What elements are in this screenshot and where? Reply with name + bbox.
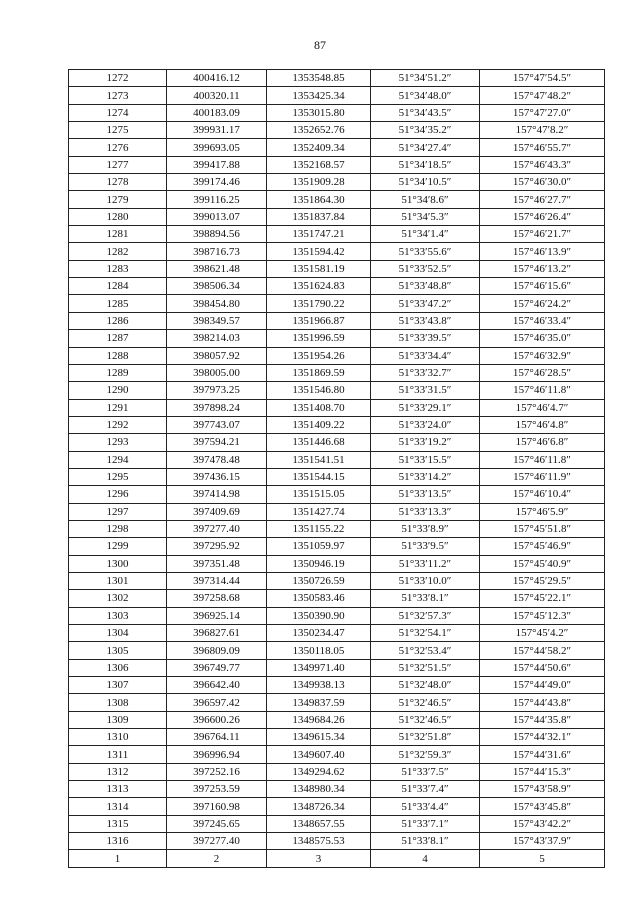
table-row	[69, 156, 605, 173]
table-row	[69, 815, 605, 832]
column-number-5: 5	[480, 850, 605, 868]
x-coordinate-cell: 397295.92	[167, 538, 267, 555]
y-coordinate-cell: 1349607.40	[267, 746, 371, 763]
point-number-cell: 1314	[69, 798, 167, 815]
longitude-cell: 157°46′30.0″	[480, 174, 605, 191]
y-coordinate-cell: 1348726.34	[267, 798, 371, 815]
latitude-cell: 51°33′4.4″	[371, 798, 480, 815]
longitude-cell: 157°46′4.7″	[480, 399, 605, 416]
latitude-cell: 51°33′15.5″	[371, 451, 480, 468]
longitude-cell: 157°46′55.7″	[480, 139, 605, 156]
x-coordinate-cell: 399174.46	[167, 174, 267, 191]
longitude-cell: 157°45′22.1″	[480, 590, 605, 607]
table-row	[69, 139, 605, 156]
point-number-cell: 1306	[69, 659, 167, 676]
table-row	[69, 451, 605, 468]
table-row	[69, 434, 605, 451]
latitude-cell: 51°34′8.6″	[371, 191, 480, 208]
point-number-cell: 1287	[69, 330, 167, 347]
point-number-cell: 1304	[69, 625, 167, 642]
table-row	[69, 416, 605, 433]
x-coordinate-cell: 400183.09	[167, 104, 267, 121]
latitude-cell: 51°33′9.5″	[371, 538, 480, 555]
y-coordinate-cell: 1351544.15	[267, 468, 371, 485]
point-number-cell: 1315	[69, 815, 167, 832]
table-row	[69, 364, 605, 381]
table-row	[69, 87, 605, 104]
longitude-cell: 157°46′13.2″	[480, 260, 605, 277]
longitude-cell: 157°46′13.9″	[480, 243, 605, 260]
longitude-cell: 157°46′26.4″	[480, 208, 605, 225]
point-number-cell: 1285	[69, 295, 167, 312]
table-row	[69, 520, 605, 537]
table-row	[69, 729, 605, 746]
x-coordinate-cell: 400320.11	[167, 87, 267, 104]
x-coordinate-cell: 397594.21	[167, 434, 267, 451]
point-number-cell: 1307	[69, 677, 167, 694]
coordinates-table	[68, 69, 605, 868]
y-coordinate-cell: 1350726.59	[267, 572, 371, 589]
point-number-cell: 1301	[69, 572, 167, 589]
latitude-cell: 51°32′53.4″	[371, 642, 480, 659]
x-coordinate-cell: 399417.88	[167, 156, 267, 173]
point-number-cell: 1273	[69, 87, 167, 104]
x-coordinate-cell: 399013.07	[167, 208, 267, 225]
longitude-cell: 157°44′43.8″	[480, 694, 605, 711]
latitude-cell: 51°33′34.4″	[371, 347, 480, 364]
table-row	[69, 503, 605, 520]
table-row	[69, 208, 605, 225]
point-number-cell: 1279	[69, 191, 167, 208]
y-coordinate-cell: 1351541.51	[267, 451, 371, 468]
table-row	[69, 711, 605, 728]
x-coordinate-cell: 396925.14	[167, 607, 267, 624]
x-coordinate-cell: 397277.40	[167, 520, 267, 537]
point-number-cell: 1276	[69, 139, 167, 156]
longitude-cell: 157°44′50.6″	[480, 659, 605, 676]
latitude-cell: 51°34′5.3″	[371, 208, 480, 225]
latitude-cell: 51°34′51.2″	[371, 70, 480, 87]
table-row	[69, 694, 605, 711]
table-row	[69, 226, 605, 243]
longitude-cell: 157°45′51.8″	[480, 520, 605, 537]
point-number-cell: 1291	[69, 399, 167, 416]
latitude-cell: 51°32′46.5″	[371, 694, 480, 711]
y-coordinate-cell: 1352409.34	[267, 139, 371, 156]
point-number-cell: 1289	[69, 364, 167, 381]
y-coordinate-cell: 1351581.19	[267, 260, 371, 277]
latitude-cell: 51°32′51.8″	[371, 729, 480, 746]
table-row	[69, 70, 605, 87]
column-number-4: 4	[371, 850, 480, 868]
point-number-cell: 1272	[69, 70, 167, 87]
x-coordinate-cell: 397245.65	[167, 815, 267, 832]
point-number-cell: 1302	[69, 590, 167, 607]
x-coordinate-cell: 398057.92	[167, 347, 267, 364]
table-row	[69, 590, 605, 607]
latitude-cell: 51°33′11.2″	[371, 555, 480, 572]
latitude-cell: 51°33′48.8″	[371, 278, 480, 295]
table-row	[69, 555, 605, 572]
latitude-cell: 51°33′13.3″	[371, 503, 480, 520]
table-row	[69, 642, 605, 659]
latitude-cell: 51°33′14.2″	[371, 468, 480, 485]
table-row	[69, 781, 605, 798]
latitude-cell: 51°33′29.1″	[371, 399, 480, 416]
table-row	[69, 625, 605, 642]
y-coordinate-cell: 1350234.47	[267, 625, 371, 642]
longitude-cell: 157°46′24.2″	[480, 295, 605, 312]
x-coordinate-cell: 399116.25	[167, 191, 267, 208]
y-coordinate-cell: 1349684.26	[267, 711, 371, 728]
x-coordinate-cell: 396600.26	[167, 711, 267, 728]
latitude-cell: 51°32′48.0″	[371, 677, 480, 694]
latitude-cell: 51°33′8.1″	[371, 590, 480, 607]
latitude-cell: 51°33′8.1″	[371, 833, 480, 850]
latitude-cell: 51°33′7.5″	[371, 763, 480, 780]
point-number-cell: 1311	[69, 746, 167, 763]
table-row	[69, 659, 605, 676]
y-coordinate-cell: 1351546.80	[267, 382, 371, 399]
table-row	[69, 260, 605, 277]
latitude-cell: 51°33′24.0″	[371, 416, 480, 433]
table-row	[69, 399, 605, 416]
x-coordinate-cell: 398506.34	[167, 278, 267, 295]
longitude-cell: 157°46′10.4″	[480, 486, 605, 503]
table-row	[69, 468, 605, 485]
point-number-cell: 1309	[69, 711, 167, 728]
y-coordinate-cell: 1351427.74	[267, 503, 371, 520]
x-coordinate-cell: 397252.16	[167, 763, 267, 780]
y-coordinate-cell: 1349971.40	[267, 659, 371, 676]
longitude-cell: 157°46′32.9″	[480, 347, 605, 364]
longitude-cell: 157°44′32.1″	[480, 729, 605, 746]
point-number-cell: 1305	[69, 642, 167, 659]
longitude-cell: 157°46′27.7″	[480, 191, 605, 208]
latitude-cell: 51°33′8.9″	[371, 520, 480, 537]
longitude-cell: 157°47′48.2″	[480, 87, 605, 104]
longitude-cell: 157°46′43.3″	[480, 156, 605, 173]
longitude-cell: 157°46′28.5″	[480, 364, 605, 381]
y-coordinate-cell: 1350946.19	[267, 555, 371, 572]
point-number-cell: 1284	[69, 278, 167, 295]
y-coordinate-cell: 1350118.05	[267, 642, 371, 659]
longitude-cell: 157°44′58.2″	[480, 642, 605, 659]
y-coordinate-cell: 1349837.59	[267, 694, 371, 711]
point-number-cell: 1312	[69, 763, 167, 780]
x-coordinate-cell: 397277.40	[167, 833, 267, 850]
latitude-cell: 51°32′54.1″	[371, 625, 480, 642]
table-row	[69, 191, 605, 208]
table-row	[69, 174, 605, 191]
table-row	[69, 572, 605, 589]
latitude-cell: 51°33′55.6″	[371, 243, 480, 260]
x-coordinate-cell: 397898.24	[167, 399, 267, 416]
y-coordinate-cell: 1350583.46	[267, 590, 371, 607]
table-body	[69, 70, 605, 850]
y-coordinate-cell: 1351790.22	[267, 295, 371, 312]
point-number-cell: 1300	[69, 555, 167, 572]
x-coordinate-cell: 398894.56	[167, 226, 267, 243]
y-coordinate-cell: 1351624.83	[267, 278, 371, 295]
x-coordinate-cell: 397414.98	[167, 486, 267, 503]
x-coordinate-cell: 397258.68	[167, 590, 267, 607]
latitude-cell: 51°33′32.7″	[371, 364, 480, 381]
longitude-cell: 157°47′27.0″	[480, 104, 605, 121]
y-coordinate-cell: 1352652.76	[267, 122, 371, 139]
longitude-cell: 157°43′37.9″	[480, 833, 605, 850]
latitude-cell: 51°33′39.5″	[371, 330, 480, 347]
x-coordinate-cell: 396996.94	[167, 746, 267, 763]
latitude-cell: 51°34′43.5″	[371, 104, 480, 121]
x-coordinate-cell: 397253.59	[167, 781, 267, 798]
y-coordinate-cell: 1353015.80	[267, 104, 371, 121]
x-coordinate-cell: 396749.77	[167, 659, 267, 676]
latitude-cell: 51°33′7.1″	[371, 815, 480, 832]
y-coordinate-cell: 1351059.97	[267, 538, 371, 555]
latitude-cell: 51°34′1.4″	[371, 226, 480, 243]
latitude-cell: 51°33′7.4″	[371, 781, 480, 798]
table-row	[69, 607, 605, 624]
y-coordinate-cell: 1351594.42	[267, 243, 371, 260]
point-number-cell: 1280	[69, 208, 167, 225]
latitude-cell: 51°33′13.5″	[371, 486, 480, 503]
x-coordinate-cell: 396809.09	[167, 642, 267, 659]
table-row	[69, 104, 605, 121]
x-coordinate-cell: 398005.00	[167, 364, 267, 381]
y-coordinate-cell: 1353425.34	[267, 87, 371, 104]
latitude-cell: 51°33′43.8″	[371, 312, 480, 329]
longitude-cell: 157°43′45.8″	[480, 798, 605, 815]
point-number-cell: 1292	[69, 416, 167, 433]
point-number-cell: 1277	[69, 156, 167, 173]
point-number-cell: 1290	[69, 382, 167, 399]
longitude-cell: 157°46′21.7″	[480, 226, 605, 243]
y-coordinate-cell: 1351954.26	[267, 347, 371, 364]
x-coordinate-cell: 396827.61	[167, 625, 267, 642]
x-coordinate-cell: 398621.48	[167, 260, 267, 277]
latitude-cell: 51°34′35.2″	[371, 122, 480, 139]
latitude-cell: 51°32′59.3″	[371, 746, 480, 763]
y-coordinate-cell: 1348657.55	[267, 815, 371, 832]
table-row	[69, 243, 605, 260]
table-row	[69, 538, 605, 555]
longitude-cell: 157°45′12.3″	[480, 607, 605, 624]
latitude-cell: 51°34′18.5″	[371, 156, 480, 173]
table-row	[69, 798, 605, 815]
table-row	[69, 763, 605, 780]
point-number-cell: 1310	[69, 729, 167, 746]
x-coordinate-cell: 397743.07	[167, 416, 267, 433]
latitude-cell: 51°33′31.5″	[371, 382, 480, 399]
table-row	[69, 833, 605, 850]
x-coordinate-cell: 397436.15	[167, 468, 267, 485]
x-coordinate-cell: 397160.98	[167, 798, 267, 815]
point-number-cell: 1299	[69, 538, 167, 555]
x-coordinate-cell: 396597.42	[167, 694, 267, 711]
point-number-cell: 1298	[69, 520, 167, 537]
longitude-cell: 157°47′54.5″	[480, 70, 605, 87]
column-number-2: 2	[167, 850, 267, 868]
longitude-cell: 157°46′11.8″	[480, 382, 605, 399]
longitude-cell: 157°45′4.2″	[480, 625, 605, 642]
x-coordinate-cell: 398454.80	[167, 295, 267, 312]
longitude-cell: 157°45′40.9″	[480, 555, 605, 572]
longitude-cell: 157°46′6.8″	[480, 434, 605, 451]
y-coordinate-cell: 1351747.21	[267, 226, 371, 243]
point-number-cell: 1288	[69, 347, 167, 364]
y-coordinate-cell: 1351408.70	[267, 399, 371, 416]
longitude-cell: 157°46′11.8″	[480, 451, 605, 468]
y-coordinate-cell: 1351996.59	[267, 330, 371, 347]
point-number-cell: 1297	[69, 503, 167, 520]
x-coordinate-cell: 396764.11	[167, 729, 267, 746]
point-number-cell: 1275	[69, 122, 167, 139]
point-number-cell: 1294	[69, 451, 167, 468]
longitude-cell: 157°46′33.4″	[480, 312, 605, 329]
longitude-cell: 157°47′8.2″	[480, 122, 605, 139]
x-coordinate-cell: 398214.03	[167, 330, 267, 347]
y-coordinate-cell: 1351909.28	[267, 174, 371, 191]
longitude-cell: 157°44′35.8″	[480, 711, 605, 728]
x-coordinate-cell: 398349.57	[167, 312, 267, 329]
x-coordinate-cell: 398716.73	[167, 243, 267, 260]
table-row	[69, 122, 605, 139]
latitude-cell: 51°33′47.2″	[371, 295, 480, 312]
column-number-1: 1	[69, 850, 167, 868]
latitude-cell: 51°33′19.2″	[371, 434, 480, 451]
latitude-cell: 51°34′10.5″	[371, 174, 480, 191]
latitude-cell: 51°33′10.0″	[371, 572, 480, 589]
point-number-cell: 1308	[69, 694, 167, 711]
x-coordinate-cell: 396642.40	[167, 677, 267, 694]
y-coordinate-cell: 1351155.22	[267, 520, 371, 537]
y-coordinate-cell: 1351869.59	[267, 364, 371, 381]
y-coordinate-cell: 1351515.05	[267, 486, 371, 503]
longitude-cell: 157°43′42.2″	[480, 815, 605, 832]
y-coordinate-cell: 1351837.84	[267, 208, 371, 225]
latitude-cell: 51°33′52.5″	[371, 260, 480, 277]
y-coordinate-cell: 1352168.57	[267, 156, 371, 173]
longitude-cell: 157°45′46.9″	[480, 538, 605, 555]
y-coordinate-cell: 1351864.30	[267, 191, 371, 208]
column-number-3: 3	[267, 850, 371, 868]
longitude-cell: 157°46′11.9″	[480, 468, 605, 485]
y-coordinate-cell: 1349294.62	[267, 763, 371, 780]
x-coordinate-cell: 397478.48	[167, 451, 267, 468]
y-coordinate-cell: 1349938.13	[267, 677, 371, 694]
table-row	[69, 312, 605, 329]
x-coordinate-cell: 399931.17	[167, 122, 267, 139]
table-row	[69, 278, 605, 295]
y-coordinate-cell: 1353548.85	[267, 70, 371, 87]
table-row	[69, 330, 605, 347]
longitude-cell: 157°44′31.6″	[480, 746, 605, 763]
point-number-cell: 1282	[69, 243, 167, 260]
table-row	[69, 677, 605, 694]
x-coordinate-cell: 397351.48	[167, 555, 267, 572]
longitude-cell: 157°46′4.8″	[480, 416, 605, 433]
point-number-cell: 1313	[69, 781, 167, 798]
point-number-cell: 1281	[69, 226, 167, 243]
longitude-cell: 157°44′15.3″	[480, 763, 605, 780]
table-row	[69, 382, 605, 399]
longitude-cell: 157°46′5.9″	[480, 503, 605, 520]
longitude-cell: 157°45′29.5″	[480, 572, 605, 589]
x-coordinate-cell: 397973.25	[167, 382, 267, 399]
point-number-cell: 1283	[69, 260, 167, 277]
point-number-cell: 1278	[69, 174, 167, 191]
latitude-cell: 51°34′48.0″	[371, 87, 480, 104]
y-coordinate-cell: 1348980.34	[267, 781, 371, 798]
y-coordinate-cell: 1349615.34	[267, 729, 371, 746]
point-number-cell: 1274	[69, 104, 167, 121]
x-coordinate-cell: 399693.05	[167, 139, 267, 156]
longitude-cell: 157°44′49.0″	[480, 677, 605, 694]
page-number: 87	[314, 38, 326, 52]
point-number-cell: 1295	[69, 468, 167, 485]
point-number-cell: 1303	[69, 607, 167, 624]
point-number-cell: 1293	[69, 434, 167, 451]
point-number-cell: 1286	[69, 312, 167, 329]
point-number-cell: 1296	[69, 486, 167, 503]
table-row	[69, 746, 605, 763]
table-row	[69, 486, 605, 503]
y-coordinate-cell: 1351446.68	[267, 434, 371, 451]
latitude-cell: 51°34′27.4″	[371, 139, 480, 156]
x-coordinate-cell: 397314.44	[167, 572, 267, 589]
column-number-row	[69, 850, 605, 868]
y-coordinate-cell: 1351409.22	[267, 416, 371, 433]
point-number-cell: 1316	[69, 833, 167, 850]
latitude-cell: 51°32′57.3″	[371, 607, 480, 624]
longitude-cell: 157°43′58.9″	[480, 781, 605, 798]
latitude-cell: 51°32′51.5″	[371, 659, 480, 676]
longitude-cell: 157°46′35.0″	[480, 330, 605, 347]
x-coordinate-cell: 400416.12	[167, 70, 267, 87]
table-row	[69, 347, 605, 364]
longitude-cell: 157°46′15.6″	[480, 278, 605, 295]
y-coordinate-cell: 1348575.53	[267, 833, 371, 850]
latitude-cell: 51°32′46.5″	[371, 711, 480, 728]
y-coordinate-cell: 1351966.87	[267, 312, 371, 329]
y-coordinate-cell: 1350390.90	[267, 607, 371, 624]
x-coordinate-cell: 397409.69	[167, 503, 267, 520]
table-row	[69, 295, 605, 312]
